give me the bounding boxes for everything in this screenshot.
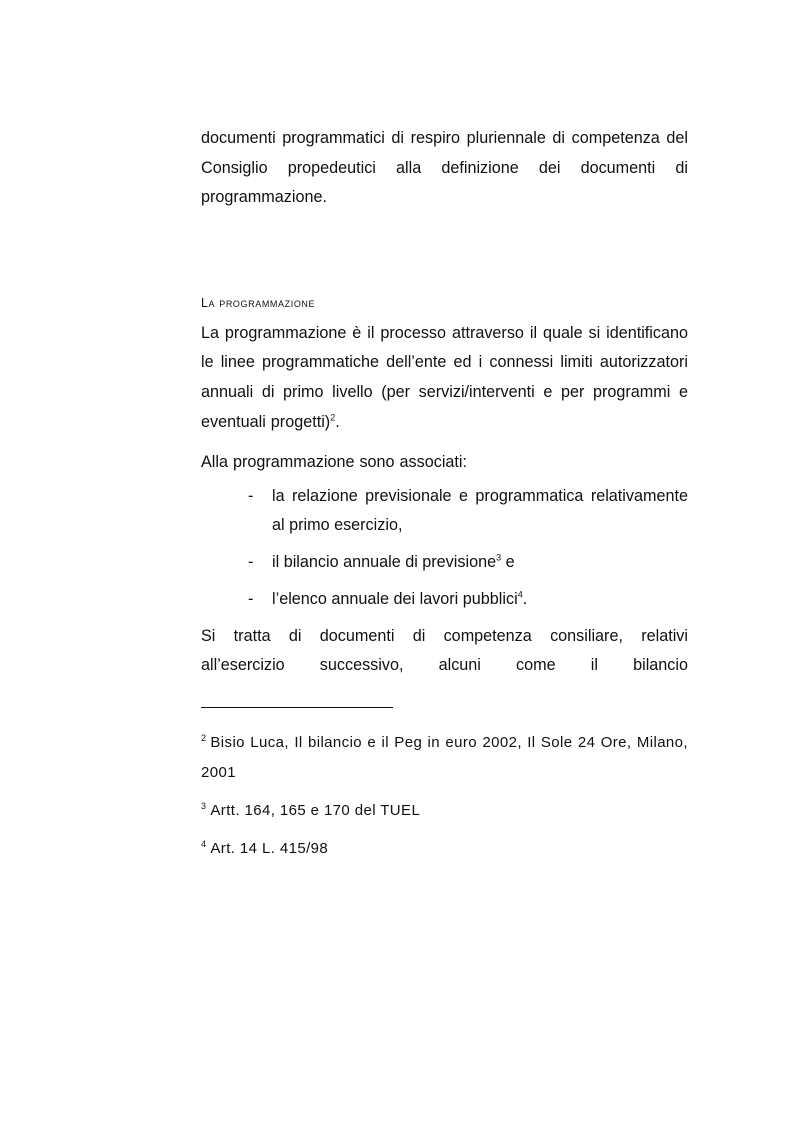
body-paragraph: documenti programmatici di respiro pluriennale di competenza del Consiglio propedeutici alla definizione dei documenti di programmazione. <box>201 129 688 207</box>
body-paragraph <box>201 319 688 437</box>
footnote <box>201 796 688 826</box>
footnote-ref[interactable]: 2 <box>330 412 336 423</box>
footnote <box>201 834 688 864</box>
list-item-text <box>272 585 688 614</box>
footnote-text: Bisio Luca, Il bilancio e il Peg in euro 2002, Il Sole 24 Ore, Milano, 2001 <box>201 733 688 781</box>
body-paragraph <box>201 622 688 681</box>
list-item-body: l’elenco annuale dei lavori pubblici <box>272 589 518 608</box>
list-item <box>201 548 688 577</box>
footnote-ref[interactable]: 4 <box>517 589 523 600</box>
list-item-text <box>272 548 688 577</box>
body-paragraph: Alla programmazione sono associati: <box>201 453 468 472</box>
list-item-text <box>272 482 688 540</box>
list-item-body: il bilancio annuale di previsione <box>272 552 497 571</box>
footnote-ref[interactable]: 3 <box>496 552 502 563</box>
dash-bullet: - <box>248 486 254 505</box>
bullet-list <box>201 482 688 614</box>
dash-bullet: - <box>248 589 254 608</box>
list-item-body: la relazione previsionale e programmatica relativamente al primo esercizio, <box>272 486 688 534</box>
footnote-text: Art. 14 L. 415/98 <box>210 839 329 857</box>
footnote-number: 4 <box>201 838 207 849</box>
footnotes <box>201 728 688 864</box>
paragraph-line: all’esercizio successivo, alcuni come il bilancio <box>201 656 688 675</box>
footnote-separator <box>201 707 393 708</box>
paragraph-line: Si tratta di documenti di competenza consiliare, relativi <box>201 626 688 645</box>
footnote-number: 2 <box>201 732 207 743</box>
section-spacer <box>201 213 688 289</box>
section-heading: La programmazione <box>201 295 316 310</box>
footnote-number: 3 <box>201 800 207 811</box>
dash-bullet: - <box>248 552 254 571</box>
footnote <box>201 728 688 788</box>
paragraph-end: . <box>335 412 340 431</box>
footnote-text: Artt. 164, 165 e 170 del TUEL <box>210 801 421 819</box>
list-item <box>201 482 688 540</box>
document-page <box>201 124 688 872</box>
list-item <box>201 585 688 614</box>
paragraph-text: La programmazione è il processo attraverso il quale si identificano le linee programmatiche dell’ente ed i connessi limiti autorizzatori annuali di primo livello (per servizi/interventi e per programmi e eventuali progetti) <box>201 323 688 431</box>
list-item-after: e <box>501 552 515 571</box>
list-item-after: . <box>522 589 528 608</box>
